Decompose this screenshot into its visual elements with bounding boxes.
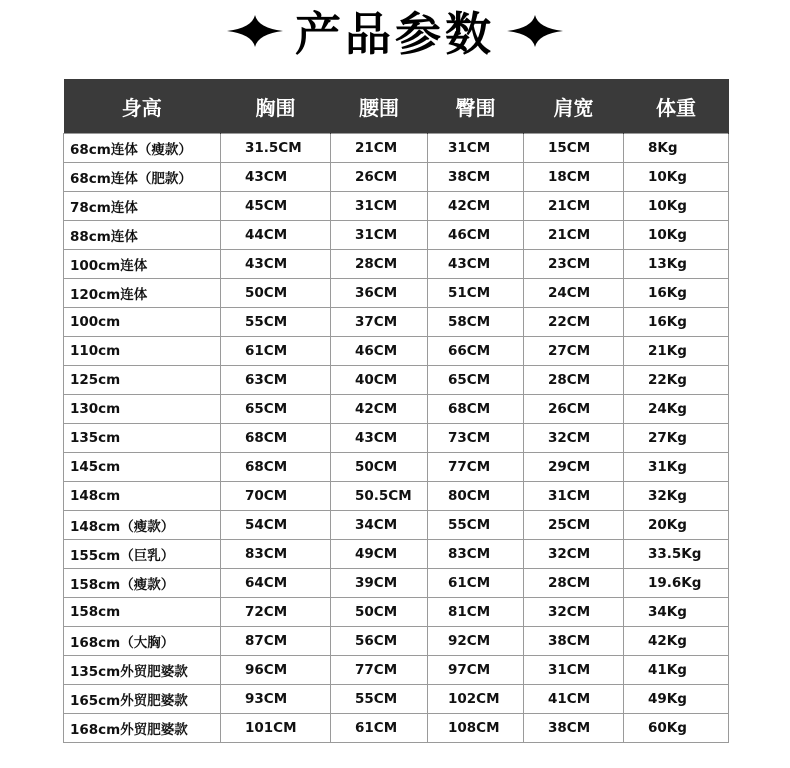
waist-cell: 50CM <box>331 598 428 627</box>
shoulder-cell: 28CM <box>524 569 624 598</box>
weight-cell: 41Kg <box>624 656 729 685</box>
table-row <box>64 395 729 424</box>
weight-cell: 42Kg <box>624 627 729 656</box>
bust-cell: 72CM <box>221 598 331 627</box>
hip-cell: 92CM <box>428 627 524 656</box>
hip-cell: 46CM <box>428 221 524 250</box>
table-header-row <box>64 79 729 134</box>
bust-cell: 96CM <box>221 656 331 685</box>
shoulder-cell: 31CM <box>524 482 624 511</box>
header-hip: 臀围 <box>428 79 524 134</box>
table-row <box>64 250 729 279</box>
table-row <box>64 134 729 163</box>
table-row <box>64 366 729 395</box>
table-row <box>64 192 729 221</box>
table-row <box>64 453 729 482</box>
hip-cell: 102CM <box>428 685 524 714</box>
waist-cell: 61CM <box>331 714 428 743</box>
bust-cell: 43CM <box>221 163 331 192</box>
sparkle-left-icon <box>225 11 285 51</box>
shoulder-cell: 21CM <box>524 221 624 250</box>
height-cell: 68cm连体（肥款） <box>64 163 221 192</box>
weight-cell: 10Kg <box>624 192 729 221</box>
waist-cell: 34CM <box>331 511 428 540</box>
hip-cell: 65CM <box>428 366 524 395</box>
bust-cell: 55CM <box>221 308 331 337</box>
waist-cell: 77CM <box>331 656 428 685</box>
height-cell: 110cm <box>64 337 221 366</box>
hip-cell: 81CM <box>428 598 524 627</box>
hip-cell: 42CM <box>428 192 524 221</box>
height-cell: 165cm外贸肥婆款 <box>64 685 221 714</box>
height-cell: 100cm <box>64 308 221 337</box>
table-row <box>64 221 729 250</box>
hip-cell: 38CM <box>428 163 524 192</box>
waist-cell: 50CM <box>331 453 428 482</box>
hip-cell: 43CM <box>428 250 524 279</box>
bust-cell: 44CM <box>221 221 331 250</box>
height-cell: 130cm <box>64 395 221 424</box>
weight-cell: 16Kg <box>624 279 729 308</box>
weight-cell: 34Kg <box>624 598 729 627</box>
waist-cell: 42CM <box>331 395 428 424</box>
weight-cell: 24Kg <box>624 395 729 424</box>
weight-cell: 49Kg <box>624 685 729 714</box>
weight-cell: 21Kg <box>624 337 729 366</box>
bust-cell: 70CM <box>221 482 331 511</box>
table-row <box>64 308 729 337</box>
header-height: 身高 <box>64 79 221 134</box>
weight-cell: 33.5Kg <box>624 540 729 569</box>
table-row <box>64 598 729 627</box>
bust-cell: 45CM <box>221 192 331 221</box>
table-row <box>64 714 729 743</box>
shoulder-cell: 18CM <box>524 163 624 192</box>
shoulder-cell: 31CM <box>524 656 624 685</box>
hip-cell: 83CM <box>428 540 524 569</box>
hip-cell: 55CM <box>428 511 524 540</box>
waist-cell: 50.5CM <box>331 482 428 511</box>
bust-cell: 68CM <box>221 424 331 453</box>
bust-cell: 101CM <box>221 714 331 743</box>
height-cell: 135cm外贸肥婆款 <box>64 656 221 685</box>
shoulder-cell: 32CM <box>524 424 624 453</box>
sparkle-right-icon <box>505 11 565 51</box>
shoulder-cell: 21CM <box>524 192 624 221</box>
weight-cell: 10Kg <box>624 221 729 250</box>
bust-cell: 68CM <box>221 453 331 482</box>
shoulder-cell: 32CM <box>524 540 624 569</box>
size-spec-table <box>63 79 729 743</box>
height-cell: 148cm（瘦款） <box>64 511 221 540</box>
height-cell: 68cm连体（瘦款） <box>64 134 221 163</box>
waist-cell: 28CM <box>331 250 428 279</box>
table-row <box>64 627 729 656</box>
height-cell: 148cm <box>64 482 221 511</box>
bust-cell: 50CM <box>221 279 331 308</box>
bust-cell: 83CM <box>221 540 331 569</box>
table-row <box>64 540 729 569</box>
bust-cell: 31.5CM <box>221 134 331 163</box>
table-row <box>64 511 729 540</box>
table-row <box>64 337 729 366</box>
hip-cell: 58CM <box>428 308 524 337</box>
shoulder-cell: 15CM <box>524 134 624 163</box>
waist-cell: 55CM <box>331 685 428 714</box>
bust-cell: 65CM <box>221 395 331 424</box>
bust-cell: 43CM <box>221 250 331 279</box>
waist-cell: 39CM <box>331 569 428 598</box>
hip-cell: 80CM <box>428 482 524 511</box>
waist-cell: 43CM <box>331 424 428 453</box>
height-cell: 88cm连体 <box>64 221 221 250</box>
waist-cell: 49CM <box>331 540 428 569</box>
hip-cell: 73CM <box>428 424 524 453</box>
height-cell: 158cm <box>64 598 221 627</box>
weight-cell: 31Kg <box>624 453 729 482</box>
bust-cell: 64CM <box>221 569 331 598</box>
hip-cell: 97CM <box>428 656 524 685</box>
shoulder-cell: 38CM <box>524 627 624 656</box>
hip-cell: 31CM <box>428 134 524 163</box>
height-cell: 145cm <box>64 453 221 482</box>
height-cell: 168cm外贸肥婆款 <box>64 714 221 743</box>
shoulder-cell: 24CM <box>524 279 624 308</box>
waist-cell: 21CM <box>331 134 428 163</box>
height-cell: 135cm <box>64 424 221 453</box>
page-title: 产品参数 <box>295 7 495 61</box>
waist-cell: 46CM <box>331 337 428 366</box>
shoulder-cell: 23CM <box>524 250 624 279</box>
bust-cell: 61CM <box>221 337 331 366</box>
shoulder-cell: 32CM <box>524 598 624 627</box>
hip-cell: 61CM <box>428 569 524 598</box>
hip-cell: 51CM <box>428 279 524 308</box>
bust-cell: 93CM <box>221 685 331 714</box>
header-shoulder: 肩宽 <box>524 79 624 134</box>
table-row <box>64 656 729 685</box>
height-cell: 125cm <box>64 366 221 395</box>
hip-cell: 108CM <box>428 714 524 743</box>
bust-cell: 63CM <box>221 366 331 395</box>
waist-cell: 31CM <box>331 192 428 221</box>
bust-cell: 87CM <box>221 627 331 656</box>
weight-cell: 20Kg <box>624 511 729 540</box>
waist-cell: 26CM <box>331 163 428 192</box>
shoulder-cell: 38CM <box>524 714 624 743</box>
waist-cell: 37CM <box>331 308 428 337</box>
header-waist: 腰围 <box>331 79 428 134</box>
table-row <box>64 424 729 453</box>
weight-cell: 8Kg <box>624 134 729 163</box>
table-row <box>64 685 729 714</box>
table-row <box>64 569 729 598</box>
height-cell: 78cm连体 <box>64 192 221 221</box>
bust-cell: 54CM <box>221 511 331 540</box>
weight-cell: 19.6Kg <box>624 569 729 598</box>
table-row <box>64 482 729 511</box>
waist-cell: 31CM <box>331 221 428 250</box>
shoulder-cell: 29CM <box>524 453 624 482</box>
weight-cell: 13Kg <box>624 250 729 279</box>
header-bust: 胸围 <box>221 79 331 134</box>
weight-cell: 27Kg <box>624 424 729 453</box>
weight-cell: 32Kg <box>624 482 729 511</box>
weight-cell: 16Kg <box>624 308 729 337</box>
table-row <box>64 163 729 192</box>
shoulder-cell: 27CM <box>524 337 624 366</box>
shoulder-cell: 22CM <box>524 308 624 337</box>
table-row <box>64 279 729 308</box>
weight-cell: 22Kg <box>624 366 729 395</box>
shoulder-cell: 41CM <box>524 685 624 714</box>
title-banner <box>0 0 790 62</box>
height-cell: 168cm（大胸） <box>64 627 221 656</box>
shoulder-cell: 28CM <box>524 366 624 395</box>
header-weight: 体重 <box>624 79 729 134</box>
height-cell: 120cm连体 <box>64 279 221 308</box>
weight-cell: 10Kg <box>624 163 729 192</box>
waist-cell: 36CM <box>331 279 428 308</box>
hip-cell: 66CM <box>428 337 524 366</box>
hip-cell: 68CM <box>428 395 524 424</box>
weight-cell: 60Kg <box>624 714 729 743</box>
hip-cell: 77CM <box>428 453 524 482</box>
shoulder-cell: 25CM <box>524 511 624 540</box>
height-cell: 158cm（瘦款） <box>64 569 221 598</box>
waist-cell: 40CM <box>331 366 428 395</box>
height-cell: 100cm连体 <box>64 250 221 279</box>
height-cell: 155cm（巨乳） <box>64 540 221 569</box>
shoulder-cell: 26CM <box>524 395 624 424</box>
waist-cell: 56CM <box>331 627 428 656</box>
